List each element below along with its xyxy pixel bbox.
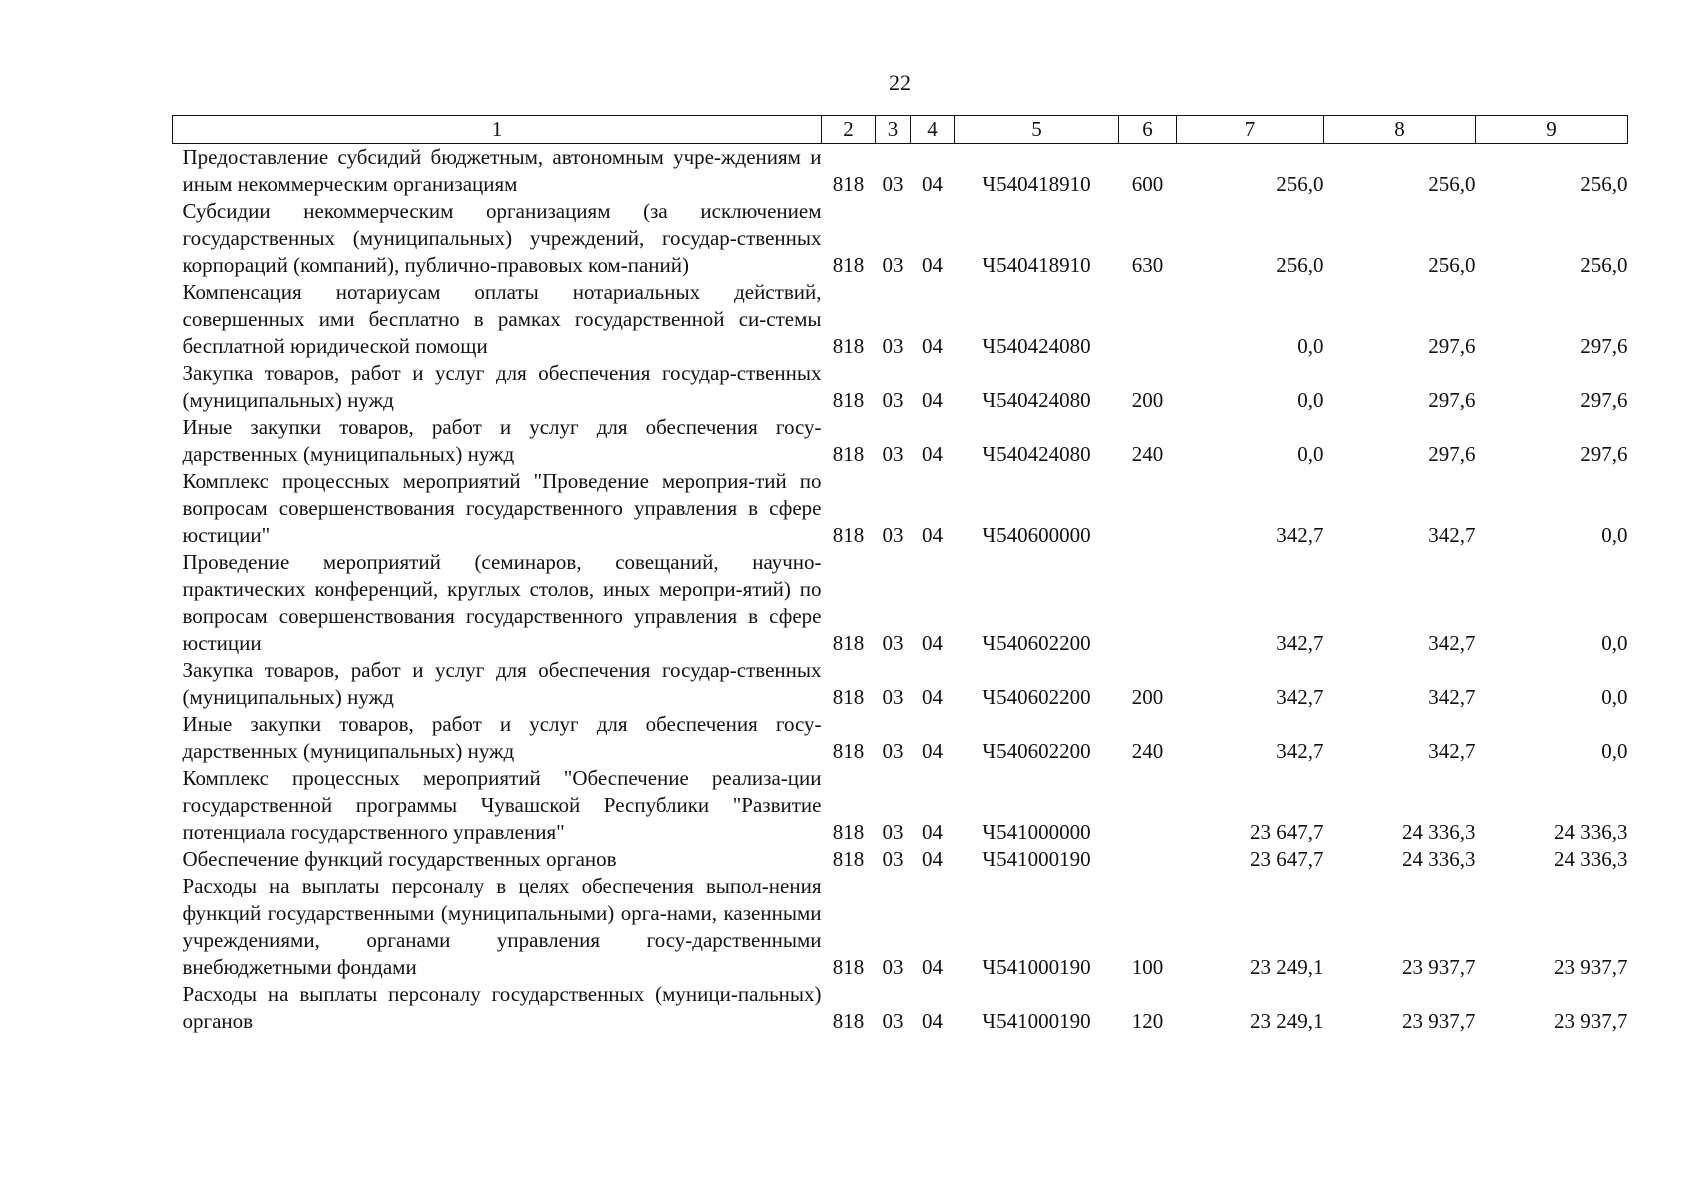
row-target-article: Ч540418910: [982, 253, 1091, 277]
row-amount-2: 342,7: [1428, 685, 1476, 709]
row-target-article: Ч540424080: [982, 442, 1091, 466]
page-number: 22: [889, 70, 911, 95]
row-grbs: 818: [832, 820, 865, 844]
row-subsection: 04: [922, 1009, 943, 1033]
table-row: [173, 765, 1628, 846]
row-expense-type: 600: [1131, 172, 1164, 196]
header-row: [173, 116, 1628, 144]
row-name: Проведение мероприятий (семинаров, совещаний, научно-практических конференций, круглых столов, иных меропри-ятий) по вопросам совершенствования государственного управления в сфере юстиции: [182, 550, 822, 655]
row-expense-type: [1119, 279, 1177, 360]
row-amount-1: 342,7: [1276, 685, 1324, 709]
row-amount-1: 23 647,7: [1250, 847, 1324, 871]
row-subsection: 04: [922, 631, 943, 655]
row-section: 03: [882, 253, 904, 277]
header-col-3: 3: [876, 116, 911, 144]
row-amount-2: 24 336,3: [1402, 847, 1476, 871]
row-amount-2: 23 937,7: [1402, 955, 1476, 979]
header-col-5: 5: [955, 116, 1119, 144]
row-section: 03: [882, 955, 904, 979]
row-target-article: Ч541000190: [982, 955, 1091, 979]
row-amount-1: 256,0: [1276, 172, 1324, 196]
row-grbs: 818: [832, 172, 865, 196]
row-amount-2: 342,7: [1428, 631, 1476, 655]
row-name: Иные закупки товаров, работ и услуг для обеспечения госу-дарственных (муниципальных) нужд: [182, 415, 822, 466]
row-grbs: 818: [832, 334, 865, 358]
row-grbs: 818: [832, 523, 865, 547]
row-grbs: 818: [832, 739, 865, 763]
table-row: [173, 873, 1628, 981]
row-section: 03: [882, 442, 904, 466]
row-expense-type: 240: [1131, 739, 1164, 763]
row-subsection: 04: [922, 685, 943, 709]
row-target-article: Ч540418910: [982, 172, 1091, 196]
row-grbs: 818: [832, 631, 865, 655]
row-section: 03: [882, 631, 904, 655]
row-name: Комплекс процессных мероприятий "Обеспечение реализа-ции государственной программы Чувашской Республики "Развитие потенциала государственного управления": [182, 766, 822, 844]
row-name: Закупка товаров, работ и услуг для обеспечения государ-ственных (муниципальных) нужд: [182, 658, 822, 709]
row-amount-1: 23 249,1: [1250, 955, 1324, 979]
table-row: [173, 981, 1628, 1035]
table-row: [173, 279, 1628, 360]
header-col-7: 7: [1177, 116, 1324, 144]
row-amount-3: 23 937,7: [1554, 1009, 1628, 1033]
row-subsection: 04: [922, 442, 943, 466]
row-target-article: Ч540600000: [982, 523, 1091, 547]
row-expense-type: [1119, 549, 1177, 657]
row-amount-2: 342,7: [1428, 739, 1476, 763]
row-name: Субсидии некоммерческим организациям (за исключением государственных (муниципальных) учреждений, государ-ственных корпораций (компаний), публично-правовых ком-паний): [182, 199, 822, 277]
row-amount-3: 24 336,3: [1554, 820, 1628, 844]
row-target-article: Ч540424080: [982, 334, 1091, 358]
row-subsection: 04: [922, 253, 943, 277]
header-col-9: 9: [1476, 116, 1628, 144]
row-grbs: 818: [832, 1009, 865, 1033]
row-amount-3: 0,0: [1601, 685, 1628, 709]
table-row: [173, 360, 1628, 414]
row-grbs: 818: [832, 955, 865, 979]
row-amount-3: 256,0: [1580, 253, 1628, 277]
row-section: 03: [882, 388, 904, 412]
row-grbs: 818: [832, 685, 865, 709]
row-grbs: 818: [832, 442, 865, 466]
row-section: 03: [882, 820, 904, 844]
header-col-1: 1: [173, 116, 822, 144]
row-subsection: 04: [922, 955, 943, 979]
row-amount-3: 24 336,3: [1554, 847, 1628, 871]
row-amount-1: 256,0: [1276, 253, 1324, 277]
row-grbs: 818: [832, 253, 865, 277]
row-expense-type: 200: [1131, 685, 1164, 709]
row-subsection: 04: [922, 172, 943, 196]
row-subsection: 04: [922, 847, 943, 871]
row-amount-1: 0,0: [1297, 442, 1324, 466]
row-target-article: Ч541000190: [982, 847, 1091, 871]
budget-table: [172, 115, 1628, 1035]
row-amount-1: 342,7: [1276, 523, 1324, 547]
row-section: 03: [882, 739, 904, 763]
row-expense-type: [1119, 846, 1177, 873]
row-name: Комплекс процессных мероприятий "Проведение мероприя-тий по вопросам совершенствования государственного управления в сфере юстиции": [182, 469, 822, 547]
row-target-article: Ч541000190: [982, 1009, 1091, 1033]
row-name: Компенсация нотариусам оплаты нотариальных действий, совершенных ими бесплатно в рамках государственной си-стемы бесплатной юридической помощи: [182, 280, 822, 358]
table-row: [173, 414, 1628, 468]
row-name: Предоставление субсидий бюджетным, автономным учре-ждениям и иным некоммерческим организациям: [182, 145, 822, 196]
row-name: Иные закупки товаров, работ и услуг для обеспечения госу-дарственных (муниципальных) нужд: [182, 712, 822, 763]
row-amount-1: 342,7: [1276, 739, 1324, 763]
row-amount-2: 297,6: [1428, 388, 1476, 412]
table-row: [173, 198, 1628, 279]
table-row: [173, 468, 1628, 549]
row-amount-1: 0,0: [1297, 388, 1324, 412]
table-row: [173, 846, 1628, 873]
row-expense-type: 100: [1131, 955, 1164, 979]
row-amount-2: 297,6: [1428, 334, 1476, 358]
row-target-article: Ч540424080: [982, 388, 1091, 412]
row-grbs: 818: [832, 388, 865, 412]
row-amount-2: 24 336,3: [1402, 820, 1476, 844]
header-col-6: 6: [1119, 116, 1177, 144]
row-section: 03: [882, 1009, 904, 1033]
row-expense-type: 200: [1131, 388, 1164, 412]
row-subsection: 04: [922, 739, 943, 763]
row-section: 03: [882, 172, 904, 196]
row-amount-2: 23 937,7: [1402, 1009, 1476, 1033]
row-amount-1: 0,0: [1297, 334, 1324, 358]
table-row: [173, 549, 1628, 657]
header-col-2: 2: [822, 116, 876, 144]
row-amount-1: 342,7: [1276, 631, 1324, 655]
row-subsection: 04: [922, 523, 943, 547]
row-subsection: 04: [922, 388, 943, 412]
row-amount-3: 297,6: [1580, 442, 1628, 466]
row-amount-2: 342,7: [1428, 523, 1476, 547]
row-section: 03: [882, 334, 904, 358]
header-col-4: 4: [911, 116, 955, 144]
row-subsection: 04: [922, 334, 943, 358]
header-col-8: 8: [1324, 116, 1476, 144]
row-target-article: Ч540602200: [982, 739, 1091, 763]
row-section: 03: [882, 685, 904, 709]
table-row: [173, 144, 1628, 199]
row-expense-type: [1119, 765, 1177, 846]
row-name: Расходы на выплаты персоналу в целях обеспечения выпол-нения функций государственными (муниципальными) орга-нами, казенными учреждениями, органами управления госу-дарственными внебюджетными фондами: [182, 874, 822, 979]
row-section: 03: [882, 523, 904, 547]
row-amount-2: 256,0: [1428, 172, 1476, 196]
row-section: 03: [882, 847, 904, 871]
row-subsection: 04: [922, 820, 943, 844]
row-amount-2: 256,0: [1428, 253, 1476, 277]
table-header: [173, 116, 1628, 144]
row-amount-1: 23 249,1: [1250, 1009, 1324, 1033]
row-target-article: Ч540602200: [982, 631, 1091, 655]
row-amount-1: 23 647,7: [1250, 820, 1324, 844]
table-row: [173, 711, 1628, 765]
row-name: Расходы на выплаты персоналу государственных (муници-пальных) органов: [182, 982, 822, 1033]
row-expense-type: 240: [1131, 442, 1164, 466]
row-amount-3: 0,0: [1601, 523, 1628, 547]
row-expense-type: 120: [1131, 1009, 1164, 1033]
row-name: Закупка товаров, работ и услуг для обеспечения государ-ственных (муниципальных) нужд: [182, 361, 822, 412]
row-amount-3: 0,0: [1601, 739, 1628, 763]
row-target-article: Ч541000000: [982, 820, 1091, 844]
row-amount-3: 297,6: [1580, 388, 1628, 412]
row-amount-3: 297,6: [1580, 334, 1628, 358]
row-amount-3: 0,0: [1601, 631, 1628, 655]
row-expense-type: [1119, 468, 1177, 549]
row-target-article: Ч540602200: [982, 685, 1091, 709]
table-body: [173, 144, 1628, 1036]
row-expense-type: 630: [1131, 253, 1164, 277]
row-grbs: 818: [832, 847, 865, 871]
row-amount-2: 297,6: [1428, 442, 1476, 466]
row-amount-3: 256,0: [1580, 172, 1628, 196]
row-amount-3: 23 937,7: [1554, 955, 1628, 979]
table-row: [173, 657, 1628, 711]
row-name: Обеспечение функций государственных органов: [182, 847, 617, 871]
